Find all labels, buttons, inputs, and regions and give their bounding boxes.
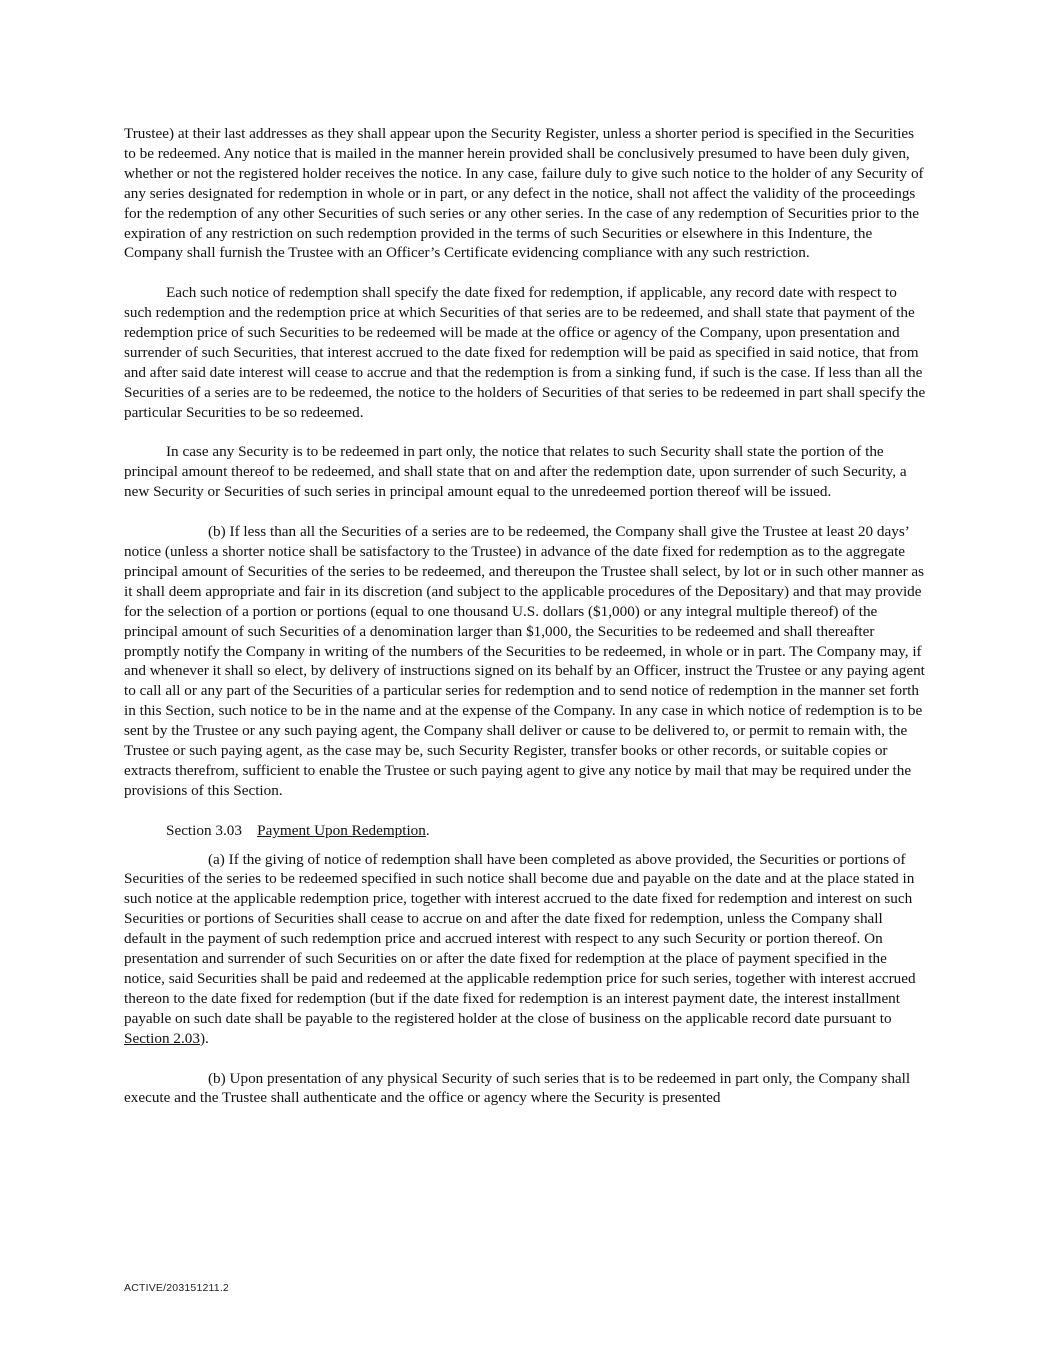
paragraph-partial-redemption: In case any Security is to be redeemed in part only, the notice that relates to such Security shall state the portion of the principal amount thereof to be redeemed, and shall state that on and after the redemption date, upon surrender of such Security, a new Security or Securities of such series in principal amount equal to the unredeemed portion thereof will be issued. <box>124 443 907 501</box>
section-title-suffix: . <box>425 821 430 839</box>
paragraph-payment-a-text: (a) If the giving of notice of redemption shall have been completed as above provided, the Securities or portions of Securities of the series to be redeemed specified in such notice shall become due and payable on the date and at the place stated in such notice at the applicable redemption price, together with interest accrued to the date fixed for redemption and interest on such Securities or portions of Securities shall cease to accrue on and after the date fixed for redemption, unless the Company shall default in the payment of such redemption price and accrued interest with respect to any such Security or portion thereof. On presentation and surrender of such Securities on or after the date fixed for redemption at the place of payment specified in the notice, said Securities shall be paid and redeemed at the applicable redemption price for such series, together with interest accrued thereon to the date fixed for redemption (but if the date fixed for redemption is an interest payment date, the interest installment payable on such date shall be payable to the registered holder at the close of business on the applicable record date pursuant to <box>124 850 916 1027</box>
document-page <box>124 124 928 1128</box>
paragraph-payment-a-end: ). <box>199 1029 209 1047</box>
section-2-03-link[interactable]: Section 2.03 <box>124 1029 200 1047</box>
paragraph-notice-contents: Each such notice of redemption shall specify the date fixed for redemption, if applicable, any record date with respect to such redemption and the redemption price at which Securities of that series are to be redeemed, and shall state that payment of the redemption price of such Securities to be redeemed will be made at the office or agency of the Company, upon presentation and surrender of such Securities, that interest accrued to the date fixed for redemption will be paid as specified in said notice, that from and after said date interest will cease to accrue and that the redemption is from a sinking fund, if such is the case. If less than all the Securities of a series are to be redeemed, the notice to the holders of Securities of that series to be redeemed in part shall specify the particular Securities to be so redeemed. <box>124 284 926 421</box>
paragraph-selection-b: (b) If less than all the Securities of a series are to be redeemed, the Company shall give the Trustee at least 20 days’ notice (unless a shorter notice shall be satisfactory to the Trustee) in advance of the date fixed for redemption as to the aggregate principal amount of Securities of the series to be redeemed, and thereupon the Trustee shall select, by lot or in such other manner as it shall deem appropriate and fair in its discretion (and subject to the applicable procedures of the Depositary) and that may provide for the selection of a portion or portions (equal to one thousand U.S. dollars ($1,000) or any integral multiple thereof) of the principal amount of such Securities of a denomination larger than $1,000, the Securities to be redeemed and shall thereafter promptly notify the Company in writing of the numbers of the Securities to be redeemed, in whole or in part. The Company may, if and whenever it shall so elect, by delivery of instructions signed on its behalf by an Officer, instruct the Trustee or any paying agent to call all or any part of the Securities of a particular series for redemption and to send notice of redemption in the manner set forth in this Section, such notice to be in the name and at the expense of the Company. In any case in which notice of redemption is to be sent by the Trustee or any such paying agent, the Company shall deliver or cause to be delivered to, or permit to remain with, the Trustee or such paying agent, as the case may be, such Security Register, transfer books or other records, or suitable copies or extracts therefrom, sufficient to enable the Trustee or such paying agent to give any notice by mail that may be required under the provisions of this Section. <box>124 523 925 799</box>
paragraph-payment-a <box>124 850 928 1049</box>
document-footer-id: ACTIVE/203151211.2 <box>124 1282 229 1294</box>
paragraph-payment-b: (b) Upon presentation of any physical Security of such series that is to be redeemed in part only, the Company shall execute and the Trustee shall authenticate and the office or agency where the Security is presented <box>124 1069 911 1107</box>
section-title: Payment Upon Redemption <box>257 821 426 839</box>
paragraph-notice-mailing: Trustee) at their last addresses as they shall appear upon the Security Register, unless a shorter period is specified in the Securities to be redeemed. Any notice that is mailed in the manner herein provided shall be conclusively presumed to have been duly given, whether or not the registered holder receives the notice. In any case, failure duly to give such notice to the holder of any Security of any series designated for redemption in whole or in part, or any defect in the notice, shall not affect the validity of the proceedings for the redemption of any other Securities of such series or any other series. In the case of any redemption of Securities prior to the expiration of any restriction on such redemption provided in the terms of such Securities or elsewhere in this Indenture, the Company shall furnish the Trustee with an Officer’s Certificate evidencing compliance with any such restriction. <box>124 125 924 262</box>
section-heading <box>166 821 928 841</box>
section-number: Section 3.03 <box>166 821 242 839</box>
